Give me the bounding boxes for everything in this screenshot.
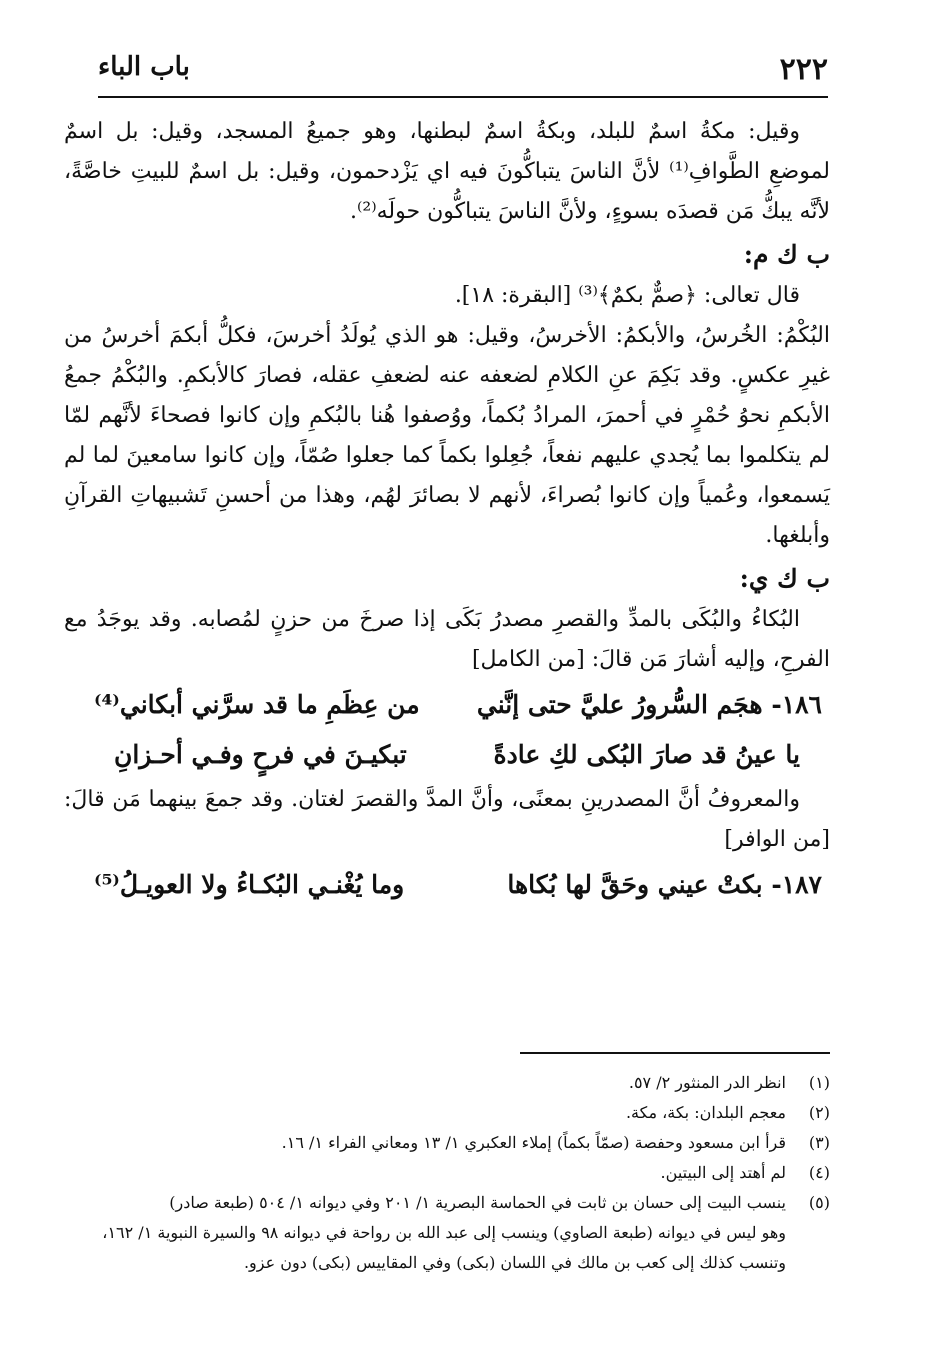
footnote-number: (٣) bbox=[808, 1133, 830, 1152]
page-number: ٢٢٢ bbox=[779, 52, 828, 87]
footnote-number: (١) bbox=[808, 1073, 830, 1092]
verse-187-hemistich-1: ١٨٧- بكتْ عيني وحَقَّ لها بُكاها bbox=[507, 870, 822, 899]
verse-186-line2 bbox=[64, 730, 830, 780]
verse-186-line1 bbox=[64, 680, 830, 730]
footnote-1 bbox=[64, 1068, 830, 1098]
entry-heading-bkm: ب ك م: bbox=[743, 240, 830, 269]
verse-186-hemistich-1: ١٨٦- هجَم السُّرورُ عليَّ حتى إنَّني bbox=[476, 690, 822, 719]
paragraph-buka: البُكاءُ والبُكَى بالمدِّ والقصرِ مصدرُ بَكَى إذا صرخَ من حزنٍ لمُصابه. وقد يوجَدُ مع الفرحِ، وإليه أشارَ مَن قالَ: [من الكامل] bbox=[64, 607, 830, 672]
page-header bbox=[98, 52, 828, 98]
footnote-2 bbox=[64, 1098, 830, 1128]
paragraph-masdar: والمعروفُ أنَّ المصدرينِ بمعنًى، وأنَّ المدَّ والقصرَ لغتان. وقد جمعَ بينهما مَن قالَ: [من الوافر] bbox=[64, 787, 830, 852]
footnote-5-continuation: وهو ليس في ديوانه (طبعة الصاوي) وينسب إلى عبد الله بن رواحة في ديوانه ٩٨ والسيرة النبوية ١/ ١٦٢، وتنسب كذلك إلى كعب بن مالك في اللسان (بكى) وفي المقاييس (بكى) دون عزو. bbox=[102, 1223, 786, 1272]
footnote-text: ينسب البيت إلى حسان بن ثابت في الحماسة البصرية ١/ ٢٠١ وفي ديوانه ١/ ٥٠٤ (طبعة صادر) bbox=[169, 1193, 786, 1212]
footnote-5 bbox=[64, 1188, 830, 1218]
verse-186-hemistich-4: تبكيـنَ في فرحٍ وفـي أحـزانِ bbox=[114, 740, 407, 769]
footnote-number: (٤) bbox=[808, 1163, 830, 1182]
paragraph-bukm: البُكْمُ: الخُرسُ، والأبكمُ: الأخرسُ، وقيل: هو الذي يُولَدُ أخرسَ، فكلُّ أبكمَ أخرسُ من غيرِ عكسٍ. وقد بَكِمَ عنِ الكلامِ لضعفه عنه لضعفِ عقله، فصارَ كالأبكمِ. والبُكْمُ جمعُ الأبكمِ نحوُ حُمْرٍ في أحمرَ، المرادُ بُكماً، ووُصفوا هُنا بالبُكمِ وإن كانوا فصحاءَ لأنَّهم لمّا لم يتكلموا بما يُجدي عليهم نفعاً، جُعِلوا بكماً كما جعلوا صُمّاً، وإن كانوا سامعينَ لما لم يَسمعوا، وعُمياً وإن كانوا بُصراءَ، لأنهم لا بصائرَ لهُم، وهذا من أحسنِ تَشبيهاتِ القرآنِ وأبلغها. bbox=[64, 323, 830, 548]
main-text bbox=[64, 112, 830, 910]
chapter-title: باب الباء bbox=[98, 52, 190, 82]
verse-187-hemistich-2: وما يُغْنـي البُكـاءُ ولا العويـلُ⁽⁵⁾ bbox=[94, 870, 405, 899]
footnote-text: قرأ ابن مسعود وحفصة (صمّاً بكماً) إملاء العكبري ١/ ١٣ ومعاني الفراء ١/ ١٦. bbox=[281, 1133, 786, 1152]
verse-186-hemistich-3: يا عينُ قد صارَ البُكى لكِ عادةً bbox=[493, 740, 800, 769]
footnotes bbox=[64, 1068, 830, 1278]
footnote-number: (٥) bbox=[808, 1193, 830, 1212]
footnote-text: لم أهتد إلى البيتين. bbox=[660, 1163, 786, 1182]
quran-quote: قال تعالى: ﴿صمٌّ بكمٌ﴾⁽³⁾ [البقرة: ١٨]. bbox=[454, 283, 800, 308]
verse-187-line1 bbox=[64, 860, 830, 910]
paragraph-makka: وقيل: مكةُ اسمٌ للبلد، وبكةُ اسمٌ لبطنها، وهو جميعُ المسجد، وقيل: بل اسمٌ لموضعِ الطَّوافِ⁽¹⁾ لأنَّ الناسَ يتباكُّونَ فيه اي يَزْدحمون، وقيل: بل اسمٌ للبيتِ خاصَّةً، لأنَّه يبكُّ مَن قصدَه بسوءٍ، ولأنَّ الناسَ يتباكُّون حولَه⁽²⁾. bbox=[64, 119, 830, 224]
verse-186-hemistich-2: من عِظَمِ ما قد سرَّني أبكاني⁽⁴⁾ bbox=[94, 690, 420, 719]
entry-heading-bky: ب ك ي: bbox=[739, 564, 830, 593]
footnote-3 bbox=[64, 1128, 830, 1158]
footnote-number: (٢) bbox=[808, 1103, 830, 1122]
footnote-4 bbox=[64, 1158, 830, 1188]
footnote-divider bbox=[520, 1052, 830, 1054]
footnote-text: انظر الدر المنثور ٢/ ٥٧. bbox=[628, 1073, 786, 1092]
footnote-text: معجم البلدان: بكة، مكة. bbox=[625, 1103, 786, 1122]
